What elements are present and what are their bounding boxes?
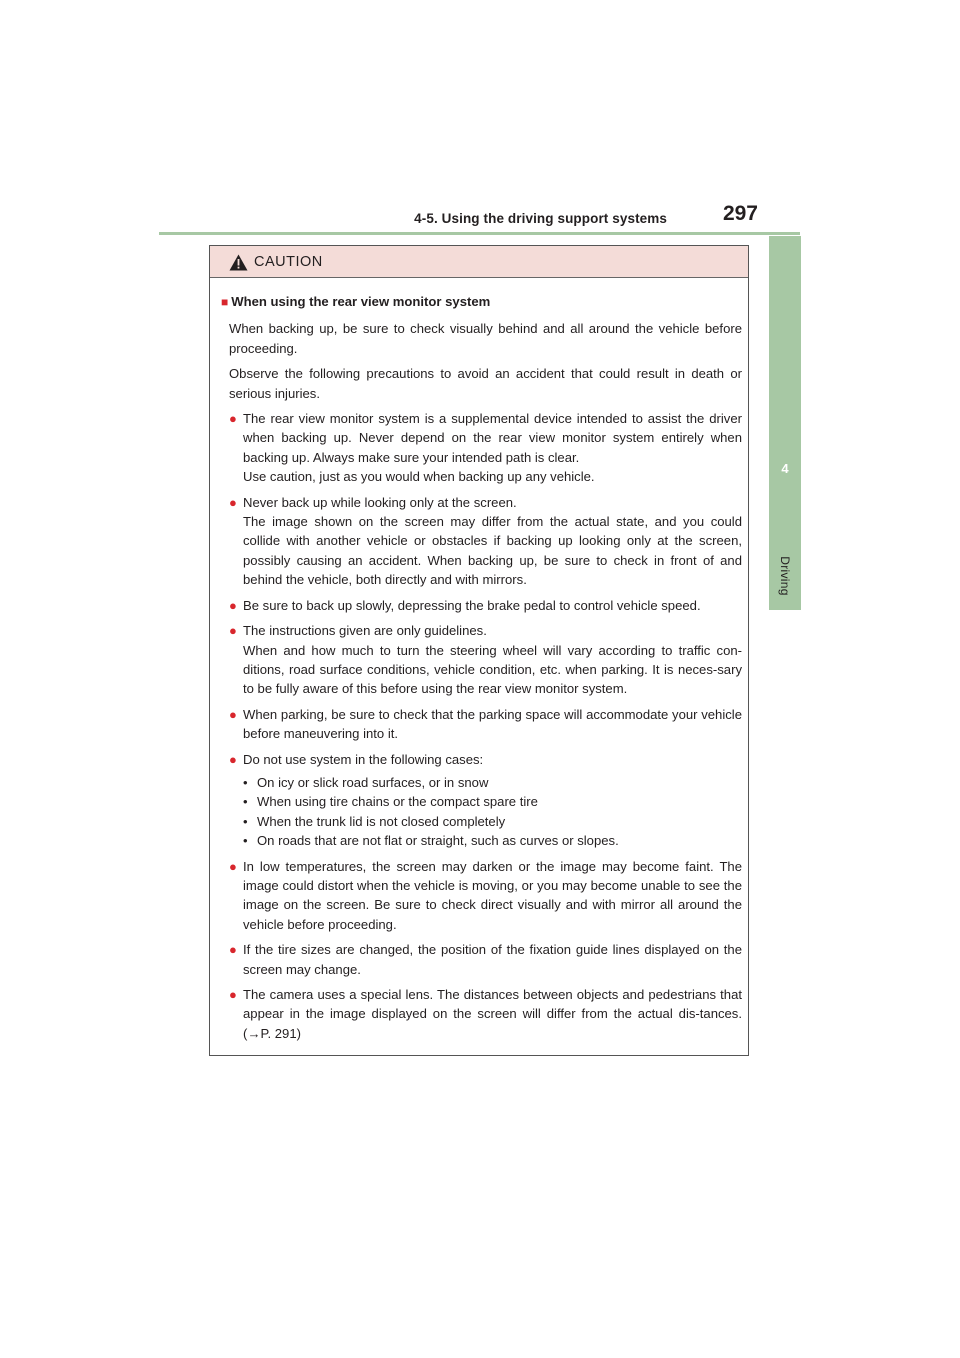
caution-header (210, 246, 748, 278)
caution-subheading: ■ When using the rear view monitor system (221, 294, 491, 309)
intro-paragraph: Observe the following precautions to avoid an accident that could result in death or serious injuries. (229, 366, 742, 401)
page-header (159, 200, 800, 236)
bullet-icon: ● (229, 858, 237, 874)
bullet-icon: ● (229, 942, 237, 958)
list-item: • On roads that are not flat or straight, such as curves or slopes. (243, 833, 619, 849)
bullet-item: ● In low temperatures, the screen may darken or the image may become faint. The image could distort when the vehicle is moving, or you may become unable to see the image on the screen. Be sure to check direct visually and with mirror all around the vehicle before proceeding. (229, 858, 742, 932)
caution-title: CAUTION (254, 254, 323, 270)
bullet-icon: ● (229, 494, 237, 510)
list-item: • When using tire chains or the compact spare tire (243, 794, 538, 810)
chapter-side-tab (769, 236, 801, 610)
caution-body (210, 278, 748, 1043)
bullet-item: ● The instructions given are only guidelines. When and how much to turn the steering wheel will vary according to traffic con-ditions, road surface conditions, vehicle condition, etc. when parking. It is neces-sary to be fully aware of this before using the rear view monitor system. (229, 623, 742, 697)
bullet-icon: ● (229, 411, 237, 427)
intro-paragraph: When backing up, be sure to check visually behind and all around the vehicle before proceeding. (229, 321, 742, 356)
chapter-number: 4 (781, 461, 789, 476)
warning-triangle-icon (229, 254, 248, 271)
caution-box (209, 245, 749, 1056)
page-number: 297 (722, 202, 758, 225)
case-list (243, 773, 742, 851)
square-bullet-icon: ■ (221, 295, 229, 309)
bullet-icon: ● (229, 987, 237, 1002)
bullet-item: ● Do not use system in the following cases: • On icy or slick road surfaces, or in snow • When using tire chains or the compact spare tire • When the trunk lid is not closed completely • On roads that are not flat or straight, such as curves or slopes. (221, 750, 742, 851)
bullet-item: ● Never back up while looking only at the screen. The image shown on the screen may differ from the actual state, and you could collide with another vehicle or obstacles if backing up looking only at the screen, possibly causing an accident. When backing up, be sure to check in front of and behind the vehicle, both directly and with mirrors. (229, 494, 742, 588)
list-item: • When the trunk lid is not closed completely (243, 813, 506, 829)
chapter-label: Driving (778, 556, 792, 596)
bullet-icon: ● (229, 751, 237, 767)
bullet-icon: ● (229, 597, 237, 613)
section-title: 4-5. Using the driving support systems (414, 211, 667, 226)
bullet-icon: ● (229, 623, 237, 639)
bullet-item: ● Be sure to back up slowly, depressing the brake pedal to control vehicle speed. (221, 596, 742, 615)
bullet-item: ● When parking, be sure to check that the parking space will accommodate your vehicle before maneuvering into it. (229, 706, 742, 742)
bullet-item: ● If the tire sizes are changed, the position of the fixation guide lines displayed on the screen may change. (229, 942, 742, 977)
bullet-item: ● The rear view monitor system is a supplemental device intended to assist the driver when backing up. Never depend on the rear view monitor system entirely when backing up. Always make sure your intended path is clear. Use caution, just as you would when backing up any vehicle. (229, 411, 742, 485)
bullet-icon: ● (229, 706, 237, 722)
list-item: • On icy or slick road surfaces, or in snow (243, 774, 489, 790)
header-rule (159, 232, 800, 235)
bullet-item: ● The camera uses a special lens. The distances between objects and pedestrians that appear in the image displayed on the screen will differ from the actual dis-tances. (→P. 291) (229, 987, 742, 1041)
